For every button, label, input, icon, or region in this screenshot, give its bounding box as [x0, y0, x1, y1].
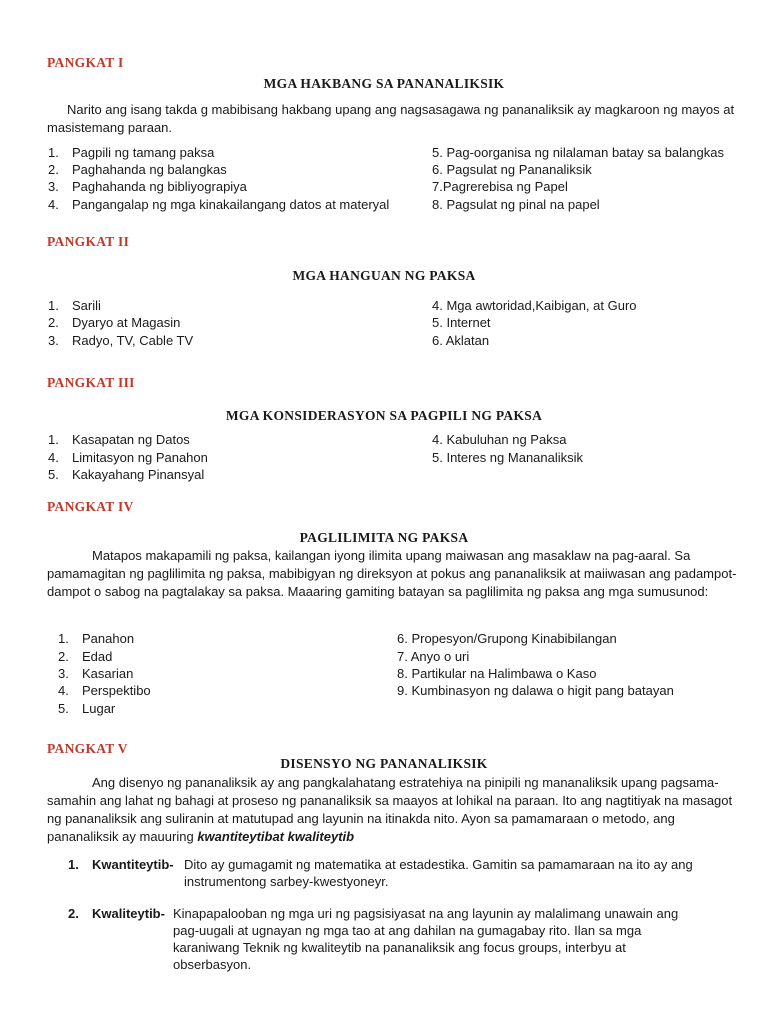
- list-item: Pangangalap ng mga kinakailangang datos at materyal: [72, 197, 390, 212]
- intro-emphasis: kwantiteytibat kwaliteytib: [197, 829, 355, 844]
- list-number: 1.: [48, 298, 59, 313]
- list-item: 9. Kumbinasyon ng dalawa o higit pang batayan: [397, 683, 674, 698]
- list-item: 7.Pagrerebisa ng Papel: [432, 179, 568, 194]
- section-heading: PANGKAT IV: [47, 499, 134, 514]
- list-item: Paghahanda ng bibliyograpiya: [72, 179, 247, 194]
- list-item: 6. Pagsulat ng Pananaliksik: [432, 162, 592, 177]
- list-number: 4.: [48, 197, 59, 212]
- section-intro: Narito ang isang takda g mabibisang hakbang upang ang nagsasagawa ng pananaliksik ay magkaroon ng mayos at masistemang paraan.: [47, 102, 735, 135]
- list-number: 2.: [48, 315, 59, 330]
- item-desc-line: pag-uugali at ugnayan ng mga tao at ang dahilan na gumagabay rito. Ilan sa mga: [173, 923, 642, 938]
- list-item: 4. Mga awtoridad,Kaibigan, at Guro: [432, 298, 637, 313]
- list-number: 2.: [48, 162, 59, 177]
- section-intro: [47, 774, 737, 846]
- section-heading: PANGKAT V: [47, 741, 128, 756]
- list-number: 5.: [58, 701, 69, 716]
- list-item: Kasapatan ng Datos: [72, 432, 190, 447]
- list-item: 5. Interes ng Mananaliksik: [432, 450, 584, 465]
- item-term: Kwantiteytib-: [92, 857, 174, 872]
- list-number: 3.: [58, 666, 69, 681]
- list-number: 4.: [48, 450, 59, 465]
- section-heading: PANGKAT III: [47, 375, 135, 390]
- list-item: Pagpili ng tamang paksa: [72, 145, 215, 160]
- item-number: 2.: [68, 906, 79, 921]
- item-desc-line: Kinapapalooban ng mga uri ng pagsisiyasat na ang layunin ay malalimang unawain ang: [173, 906, 679, 921]
- item-desc-line: obserbasyon.: [173, 957, 252, 972]
- list-item: Edad: [82, 649, 113, 664]
- item-desc-line: Dito ay gumagamit ng matematika at estadestika. Gamitin sa pamamaraan na ito ay ang: [184, 857, 693, 872]
- list-number: 2.: [58, 649, 69, 664]
- list-item: 4. Kabuluhan ng Paksa: [432, 432, 567, 447]
- list-item: Radyo, TV, Cable TV: [72, 333, 194, 348]
- list-item: Paghahanda ng balangkas: [72, 162, 227, 177]
- list-item: Panahon: [82, 631, 135, 646]
- list-item: Dyaryo at Magasin: [72, 315, 181, 330]
- list-item: Kasarian: [82, 666, 134, 681]
- section-intro: Matapos makapamili ng paksa, kailangan iyong ilimita upang maiwasan ang masaklaw na pag-aaral. Sa pamamagitan ng paglilimita ng paksa, mabibigyan ng direksyon at pokus ang pananaliksik at maiiwasan ang padampot-dampot o sabog na pagtalakay sa paksa. Maaaring gamiting batayan sa paglilimita ng paksa ang mga sumusunod:: [47, 548, 737, 599]
- intro-text: Ang disenyo ng pananaliksik ay ang pangkalahatang estratehiya na pinipili ng mananaliksik upang pagsama- samahin ang lahat ng bahagi at proseso ng pananaliksik sa maayos at lohikal na paraan. Ito ang nagtitiyak na masagot ng pananaliksik ang suliranin at matutupad ang layunin na itinakda nito. Ayon sa pamamaraan o metodo, ang pananaliksik ay mauuring: [47, 775, 733, 844]
- list-number: 1.: [48, 432, 59, 447]
- list-item: 5. Pag-oorganisa ng nilalaman batay sa balangkas: [432, 145, 724, 160]
- section-title: MGA HANGUAN NG PAKSA: [292, 268, 476, 283]
- list-item: 8. Partikular na Halimbawa o Kaso: [397, 666, 597, 681]
- list-item: Kakayahang Pinansyal: [72, 467, 205, 482]
- list-item: 8. Pagsulat ng pinal na papel: [432, 197, 600, 212]
- section-heading: PANGKAT II: [47, 234, 130, 249]
- list-item: 6. Propesyon/Grupong Kinabibilangan: [397, 631, 617, 646]
- list-item: Sarili: [72, 298, 101, 313]
- list-number: 3.: [48, 333, 59, 348]
- list-item: 5. Internet: [432, 315, 491, 330]
- list-number: 1.: [48, 145, 59, 160]
- list-number: 3.: [48, 179, 59, 194]
- list-item: Limitasyon ng Panahon: [72, 450, 208, 465]
- list-item: 7. Anyo o uri: [397, 649, 470, 664]
- list-item: 6. Aklatan: [432, 333, 490, 348]
- list-item: Perspektibo: [82, 683, 151, 698]
- section-title: PAGLILIMITA NG PAKSA: [299, 530, 469, 545]
- item-desc-line: karaniwang Teknik ng kwaliteytib na pananaliksik ang focus groups, interbyu at: [173, 940, 626, 955]
- list-item: Lugar: [82, 701, 116, 716]
- section-title: DISENSYO NG PANANALIKSIK: [280, 756, 488, 771]
- item-desc-line: instrumentong sarbey-kwestyoneyr.: [184, 874, 389, 889]
- list-number: 1.: [58, 631, 69, 646]
- item-term: Kwaliteytib-: [92, 906, 165, 921]
- item-number: 1.: [68, 857, 79, 872]
- section-title: MGA HAKBANG SA PANANALIKSIK: [263, 76, 505, 91]
- section-heading: PANGKAT I: [47, 55, 124, 70]
- list-number: 5.: [48, 467, 59, 482]
- list-number: 4.: [58, 683, 69, 698]
- section-title: MGA KONSIDERASYON SA PAGPILI NG PAKSA: [225, 408, 543, 423]
